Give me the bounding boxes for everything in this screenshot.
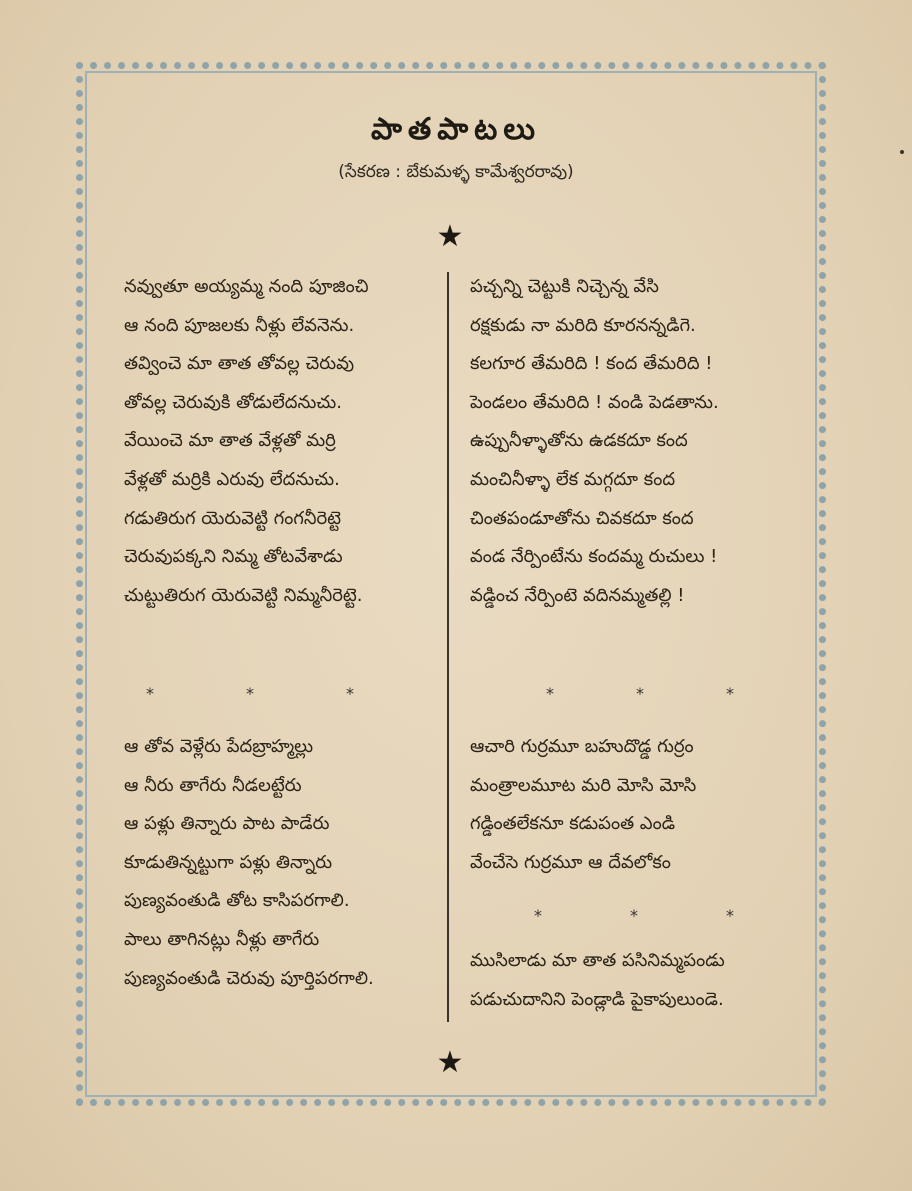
right-column-stanza-3 — [470, 942, 725, 1019]
star-ornament-top-icon: ★ — [436, 219, 464, 254]
verse-line: వేళ్లతో మర్రికి ఎరువు లేదనుచు. — [124, 468, 340, 490]
asterisk-icon: * — [726, 906, 734, 925]
stanza-separator-left — [140, 684, 360, 703]
right-column-stanza-2 — [470, 728, 696, 882]
verse-line: ఆచారి గుర్రమూ బహుదొడ్డ గుర్రం — [470, 736, 694, 757]
verse-line: ఆ నంది పూజలకు నీళ్లు లేవనెను. — [124, 314, 355, 336]
verse-line: పచ్చన్ని చెట్టుకి నిచ్చెన్న వేసి — [470, 276, 659, 297]
verse-line: పుణ్యవంతుడి చెరువు పూర్తిపరగాలి. — [124, 967, 374, 989]
verse-line: రక్షకుడు నా మరిది కూరనన్నడిగె. — [470, 314, 696, 336]
asterisk-icon: * — [726, 684, 734, 703]
verse-line: గడ్డింతలేకనూ కడుపంత ఎండి — [470, 813, 676, 835]
asterisk-icon: * — [346, 684, 354, 703]
verse-line: పాలు తాగినట్లు నీళ్లు తాగేరు — [124, 928, 320, 950]
verse-line: మంత్రాలమూట మరి మోసి మోసి — [470, 774, 697, 796]
asterisk-icon: * — [546, 684, 554, 703]
verse-line: కలగూర తేమరిది ! కంద తేమరిది ! — [470, 353, 713, 375]
verse-line: పుణ్యవంతుడి తోట కాసిపరగాలి. — [124, 890, 350, 912]
stanza-separator-right-2 — [528, 906, 740, 925]
verse-line: ఆ పళ్లు తిన్నారు పాట పాడేరు — [124, 813, 330, 835]
verse-line: చెరువుపక్కని నిమ్మ తోటవేశాడు — [124, 546, 343, 568]
compiler-credit: (సేకరణ : బేకుమళ్ళ కామేశ్వరరావు) — [338, 162, 574, 182]
verse-line: కూడుతిన్నట్టుగా పళ్లు తిన్నారు — [124, 851, 333, 873]
verse-line: చింతపండూతోను చివకదూ కంద — [470, 507, 694, 529]
verse-line: తవ్వించె మా తాత తోవల్ల చెరువు — [124, 353, 355, 375]
left-column-stanza-1 — [124, 268, 369, 615]
right-column-stanza-1 — [470, 268, 719, 615]
verse-line: వేయించె మా తాత వేళ్లతో మర్రి — [124, 430, 336, 452]
asterisk-icon: * — [630, 906, 638, 925]
verse-line: ఉప్పునీళ్ళాతోను ఉడకదూ కంద — [470, 430, 688, 452]
verse-line: పెండలం తేమరిది ! వండి పెడతాను. — [470, 391, 719, 413]
verse-line: తోవల్ల చెరువుకి తోడులేదనుచు. — [124, 391, 342, 413]
verse-line: వడ్డించ నేర్పింటె వదినమ్మతల్లి ! — [470, 584, 685, 606]
verse-line: ఆ నీరు తాగేరు నీడలట్టేరు — [124, 774, 302, 796]
stanza-separator-right-1 — [540, 684, 740, 703]
verse-line: వండ నేర్పింటేను కందమ్మ రుచులు ! — [470, 546, 718, 568]
verse-line: గడుతిరుగ యెరువెట్టి గంగనీరెట్టె — [124, 507, 342, 529]
verse-line: వేంచేసె గుర్రమూ ఆ దేవలోకం — [470, 851, 671, 873]
verse-line: పడుచుదానిని పెండ్లాడి పైకాపులుండె. — [470, 988, 724, 1010]
verse-line: ఆ తోవ వెళ్లేరు పేదబ్రాహ్మల్లు — [124, 736, 314, 757]
asterisk-icon: * — [636, 684, 644, 703]
left-column-stanza-2 — [124, 728, 374, 998]
star-ornament-bottom-icon: ★ — [436, 1045, 464, 1080]
verse-line: చుట్టుతిరుగ యెరువెట్టి నిమ్మనీరెట్టె. — [124, 584, 363, 606]
asterisk-icon: * — [246, 684, 254, 703]
verse-line: నవ్వుతూ అయ్యమ్మ నంది పూజించి — [124, 276, 369, 297]
page-title: పాతపాటలు — [370, 112, 541, 147]
column-divider — [447, 272, 449, 1022]
asterisk-icon: * — [146, 684, 154, 703]
verse-line: మంచినీళ్ళా లేక మగ్గదూ కంద — [470, 468, 676, 490]
verse-line: ముసిలాడు మా తాత పసినిమ్మపండు — [470, 950, 725, 971]
asterisk-icon: * — [534, 906, 542, 925]
